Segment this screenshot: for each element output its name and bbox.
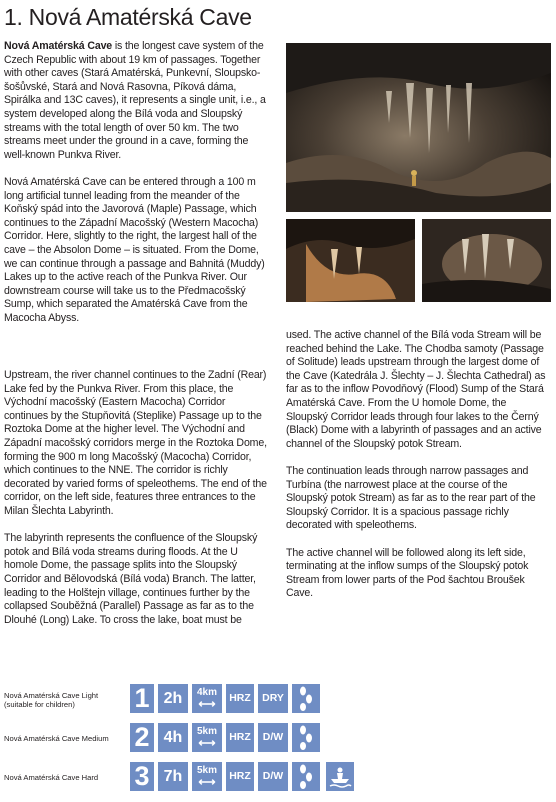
intro-lead: Nová Amatérská Cave (4, 40, 113, 52)
double-arrow-icon: ⟷ (198, 736, 216, 750)
left-column (4, 369, 270, 641)
intro-paragraph (4, 40, 270, 162)
paragraph-continuation: The continuation leads through narrow passages and Turbína (the narrowest place at the course of the Sloupský potok Stream) as far as to the rear part of the Sloupský Corridor. It is a spacious passage richly decorated with speleothems. (286, 464, 536, 532)
distance-badge (192, 762, 222, 791)
double-arrow-icon: ⟷ (198, 775, 216, 789)
duration-badge: 4h (158, 723, 188, 752)
distance-badge (192, 723, 222, 752)
level-row-light (4, 684, 552, 716)
double-arrow-icon: ⟷ (198, 697, 216, 711)
page-title: 1. Nová Amatérská Cave (4, 4, 252, 30)
paragraph-labyrinth: The labyrinth represents the confluence of the Sloupský potok and Bílá voda streams during floods. At the U homole Dome, the passage splits into the Sloupský Corridor and Bělovodská (Bílá voda) Branch. The latter, leading to the Holštejn village, continues further by the collapsed Souběžná (Parallel) Passage as far as to the Dlouhé (Long) Lake. To cross the lake, boat must be (4, 532, 258, 626)
footprints-icon (292, 684, 320, 713)
level-label (4, 691, 124, 709)
boat-icon (326, 762, 354, 791)
level-name: Nová Amatérská Cave Medium (4, 734, 109, 743)
intro-column (4, 40, 270, 339)
distance-badge (192, 684, 222, 713)
wet-dry-badge: D/W (258, 723, 288, 752)
level-name: Nová Amatérská Cave Hard (4, 773, 99, 782)
hrz-badge: HRZ (226, 762, 254, 791)
footprints-icon (292, 723, 320, 752)
distance-value: 5km (196, 765, 217, 776)
level-name: Nová Amatérská Cave Light (4, 691, 99, 700)
distance-value: 5km (196, 726, 217, 737)
right-column (286, 329, 550, 614)
footprints-icon (292, 762, 320, 791)
level-label (4, 734, 124, 743)
wet-dry-badge: DRY (258, 684, 288, 713)
hrz-badge: HRZ (226, 723, 254, 752)
hrz-badge: HRZ (226, 684, 254, 713)
intro-text: is the longest cave system of the Czech Republic with about 19 km of passages. Together with other caves (Stará Amatérská, Punkevní, Sloupsko-šošůvské, Stará and Nová Rasovna, Píková dáma, Spirálka and 13C caves), it represents a single unit, i.e., a system developed along the Bílá voda and Sloupský streams with the total length of over 50 km. The two streams meet under the ground in a cave, forming the well-known Punkva River. (4, 40, 266, 161)
paragraph-upstream: Upstream, the river channel continues to the Zadní (Rear) Lake fed by the Punkva River. From this place, the Východní macošský (Eastern Macocha) Corridor continues by the Stupňovitá (Steplike) Passage up to the Roztoka Dome at the higher level. The Východní and Západní macošský corridors merge in the Roztoka Dome, forming the 900 m long Macošský (Macocha) Corridor, which continues to the NNE. The corridor is richly decorated by varied forms of speleothems. The end of the corridor, on the left side, features three entrances to the Milan Šlechta Labyrinth. (4, 369, 267, 517)
level-row-medium (4, 723, 552, 755)
level-number-badge: 3 (130, 762, 154, 791)
level-number-badge: 1 (130, 684, 154, 713)
cave-photo-main (286, 43, 551, 212)
paragraph-active-channel: The active channel will be followed along its left side, terminating at the inflow sumps of the Sloupský potok Stream from lower parts of the Pod šachtou Broušek Cave. (286, 546, 529, 600)
cave-photo-passage (422, 219, 551, 302)
level-number-badge: 2 (130, 723, 154, 752)
level-label (4, 773, 124, 782)
level-sublabel: (suitable for children) (4, 700, 75, 709)
duration-badge: 7h (158, 762, 188, 791)
level-row-hard (4, 762, 552, 794)
duration-badge: 2h (158, 684, 188, 713)
wet-dry-badge: D/W (258, 762, 288, 791)
paragraph-entrance: Nová Amatérská Cave can be entered through a 100 m long artificial tunnel leading from the meander of the Koňský spád into the Javorová (Maple) Passage, which continues to the Západní Macošský (Western Macocha) Corridor. Here, slightly to the right, the largest hall of the cave – the Absolon Dome – is situated. From the Dome, we can continue through a passage and Bahnitá (Muddy) Lakes up to the active reach of the Punkva River. Our downstream course will take us to the Předmacošský Sump, which separated the Amatérská Cave from the Macocha Abyss. (4, 175, 265, 324)
distance-value: 4km (196, 687, 217, 698)
paragraph-bila-voda: used. The active channel of the Bílá voda Stream will be reached behind the Lake. The Chodba samoty (Passage of Solitude) leads upstream through the largest dome of the Cave (Katedrála J. Šlechty – J. Šlechta Cathedral) as far as to the inflow Povodňový (Flood) Sump of the Stará Amatérská Cave. From the U homole Dome, the Sloupský Corridor leads through four lakes to the Černý (Black) Dome with a labyrinth of passages and an active channel of the Sloupský potok Stream. (286, 329, 546, 450)
cave-photo-flowstone (286, 219, 415, 302)
